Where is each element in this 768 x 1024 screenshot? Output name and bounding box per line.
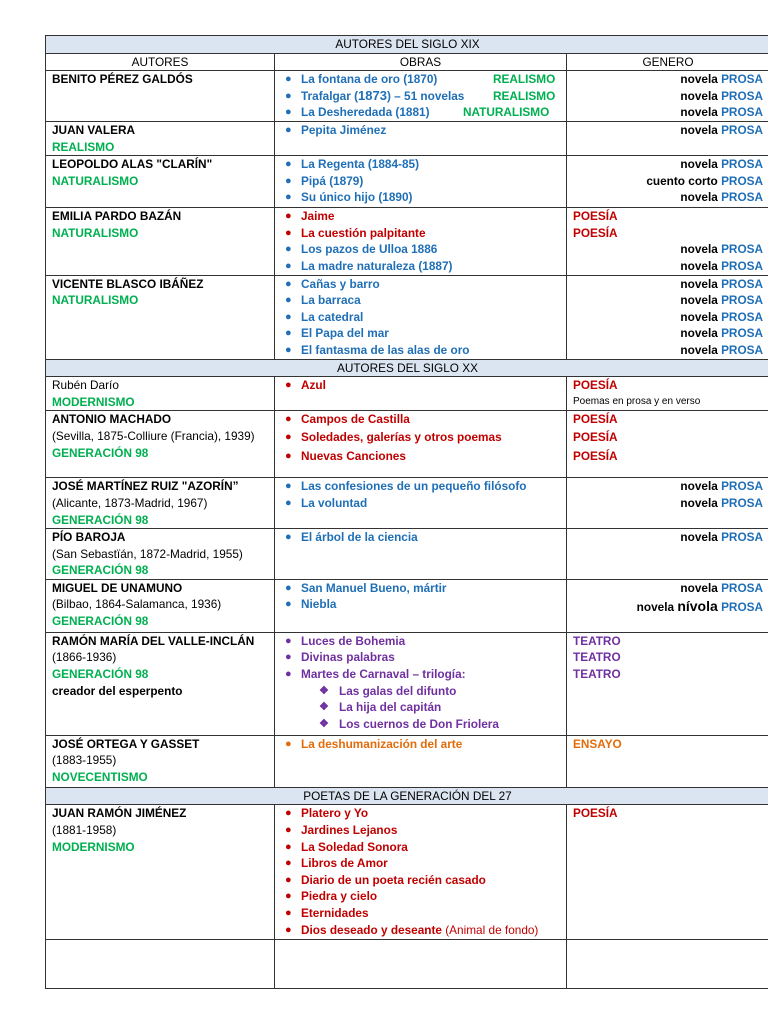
work-item: ● El árbol de la ciencia — [285, 530, 418, 545]
work-item: ● Eternidades — [285, 906, 369, 921]
genre-cell: novela PROSA novela PROSA novela PROSA novela PROSA novela PROSA — [567, 275, 768, 359]
author-note: creador del esperpento — [52, 683, 183, 698]
genre-cell: novela PROSA cuento corto PROSA novela PROSA — [567, 156, 768, 208]
empty-row — [46, 940, 768, 989]
author-name: MIGUEL DE UNAMUNO — [52, 580, 183, 595]
section-title: AUTORES DEL SIGLO XX — [46, 359, 768, 377]
author-movement: GENERACIÓN 98 — [52, 667, 149, 682]
author-bio: (Sevilla, 1875-Colliure (Francia), 1939) — [52, 428, 255, 443]
sub-work-item: ❖ Las galas del difunto — [319, 683, 457, 698]
work-item: ● La Soledad Sonora — [285, 839, 408, 854]
sub-work-item: ❖ La hija del capitán — [319, 700, 442, 715]
author-row — [46, 208, 768, 275]
genre-cell: novela PROSA novela PROSA novela PROSA — [567, 71, 768, 122]
author-movement: GENERACIÓN 98 — [52, 512, 149, 527]
author-movement: NATURALISMO — [52, 173, 139, 188]
section-title: POETAS DE LA GENERACIÓN DEL 27 — [46, 787, 768, 805]
works-cell — [275, 735, 567, 787]
genre-cell: POESÍA Poemas en prosa y en verso — [567, 377, 768, 411]
genre-cell: POESÍA — [567, 805, 768, 940]
author-row — [46, 805, 768, 940]
work-item: ● Jardines Lejanos — [285, 823, 398, 838]
work-item: ● Trafalgar (1873) – 51 novelas REALISMO — [285, 87, 556, 103]
author-bio: (Alicante, 1873-Madrid, 1967) — [52, 495, 208, 510]
empty-cell — [567, 940, 768, 989]
author-row — [46, 478, 768, 529]
works-cell — [275, 377, 567, 411]
works-cell — [275, 121, 567, 155]
author-name: BENITO PÉREZ GALDÓS — [52, 72, 193, 87]
works-cell — [275, 805, 567, 940]
work-item: ● La catedral — [285, 309, 364, 324]
work-item: ● Nuevas Canciones — [285, 448, 406, 463]
work-item: ● La deshumanización del arte — [285, 736, 463, 751]
author-movement: MODERNISMO — [52, 839, 135, 854]
author-cell — [46, 411, 275, 478]
author-movement: REALISMO — [52, 139, 115, 154]
author-cell — [46, 805, 275, 940]
works-cell — [275, 411, 567, 478]
header-autores: AUTORES — [46, 53, 275, 71]
works-cell — [275, 529, 567, 580]
header-obras: OBRAS — [275, 53, 567, 71]
work-item: ● Diario de un poeta recién casado — [285, 872, 486, 887]
empty-cell — [275, 940, 567, 989]
author-cell — [46, 208, 275, 275]
author-cell — [46, 478, 275, 529]
author-name: VICENTE BLASCO IBÁÑEZ — [52, 276, 204, 291]
works-cell — [275, 579, 567, 632]
work-item: ● La madre naturaleza (1887) — [285, 258, 453, 273]
work-item: ● Soledades, galerías y otros poemas — [285, 429, 502, 444]
author-name: JOSÉ ORTEGA Y GASSET — [52, 736, 200, 751]
work-item: ● Luces de Bohemia — [285, 633, 406, 648]
work-item: ● El fantasma de las alas de oro — [285, 342, 470, 357]
works-cell — [275, 275, 567, 359]
author-name: JUAN VALERA — [52, 122, 136, 137]
author-movement: GENERACIÓN 98 — [52, 563, 149, 578]
author-row — [46, 275, 768, 359]
sub-work-item: ❖ Los cuernos de Don Friolera — [319, 716, 499, 731]
author-cell — [46, 579, 275, 632]
work-item: ● La fontana de oro (1870) REALISMO — [285, 72, 556, 87]
empty-cell — [46, 940, 275, 989]
genre-cell: novela PROSA — [567, 121, 768, 155]
genre-cell: TEATRO TEATRO TEATRO — [567, 632, 768, 735]
author-movement: NATURALISMO — [52, 293, 139, 308]
work-item: ● Azul — [285, 378, 326, 393]
work-item: ● Piedra y cielo — [285, 889, 378, 904]
work-item: ● La barraca — [285, 293, 361, 308]
author-cell — [46, 275, 275, 359]
work-item: ● La voluntad — [285, 495, 368, 510]
author-movement: NOVECENTISMO — [52, 770, 148, 785]
author-row — [46, 735, 768, 787]
genre-cell: POESÍA POESÍA novela PROSA novela PROSA — [567, 208, 768, 275]
section-row — [46, 359, 768, 377]
author-cell — [46, 377, 275, 411]
work-item: ● San Manuel Bueno, mártir — [285, 580, 447, 595]
author-bio: (1866-1936) — [52, 650, 117, 665]
author-cell — [46, 632, 275, 735]
author-name: RAMÓN MARÍA DEL VALLE-INCLÁN — [52, 633, 255, 648]
author-name: JOSÉ MARTÍNEZ RUIZ "AZORÍN” — [52, 479, 239, 494]
author-movement: MODERNISMO — [52, 394, 135, 409]
author-row — [46, 156, 768, 208]
author-cell — [46, 121, 275, 155]
author-movement: GENERACIÓN 98 — [52, 445, 149, 460]
works-cell — [275, 208, 567, 275]
work-item: ● La Regenta (1884-85) — [285, 157, 420, 172]
author-row — [46, 632, 768, 735]
author-name: LEOPOLDO ALAS "CLARÍN" — [52, 157, 213, 172]
work-item: ● Libros de Amor — [285, 856, 388, 871]
work-item: ● Jaime — [285, 209, 335, 224]
work-item: ● Cañas y barro — [285, 276, 380, 291]
work-item: ● Los pazos de Ulloa 1886 — [285, 242, 438, 257]
author-name: JUAN RAMÓN JIMÉNEZ — [52, 806, 187, 821]
author-movement: NATURALISMO — [52, 225, 139, 240]
section-title: AUTORES DEL SIGLO XIX — [46, 36, 768, 54]
work-item: ● La Desheredada (1881) NATURALISMO — [285, 105, 550, 120]
author-cell — [46, 71, 275, 122]
author-row — [46, 529, 768, 580]
author-bio: (Bilbao, 1864-Salamanca, 1936) — [52, 597, 222, 612]
work-item: ● Dios deseado y deseante (Animal de fondo) — [285, 922, 539, 937]
authors-table — [45, 35, 768, 989]
work-item: ● Niebla — [285, 597, 337, 612]
header-row — [46, 53, 768, 71]
section-row — [46, 36, 768, 54]
works-cell — [275, 632, 567, 735]
works-cell — [275, 478, 567, 529]
work-item: ● Pipá (1879) — [285, 173, 364, 188]
author-cell — [46, 156, 275, 208]
genre-cell: ENSAYO — [567, 735, 768, 787]
author-cell — [46, 735, 275, 787]
genre-cell: POESÍA POESÍA POESÍA — [567, 411, 768, 478]
author-row — [46, 411, 768, 478]
header-genero: GENERO — [567, 53, 768, 71]
works-cell — [275, 71, 567, 122]
author-bio: (1881-1958) — [52, 823, 117, 838]
author-cell — [46, 529, 275, 580]
work-item: ● Su único hijo (1890) — [285, 190, 413, 205]
work-item: ● Las confesiones de un pequeño filósofo — [285, 479, 527, 494]
section-row — [46, 787, 768, 805]
work-item: ● Pepita Jiménez — [285, 122, 387, 137]
works-cell — [275, 156, 567, 208]
work-item: ● Platero y Yo — [285, 806, 369, 821]
work-item: ● Martes de Carnaval – trilogía: — [285, 667, 466, 682]
work-item: ● El Papa del mar — [285, 326, 389, 341]
author-name: Rubén Darío — [52, 378, 119, 393]
genre-cell: novela PROSA novela PROSA — [567, 478, 768, 529]
work-item: ● Divinas palabras — [285, 650, 395, 665]
author-row — [46, 377, 768, 411]
author-row — [46, 71, 768, 122]
author-row — [46, 579, 768, 632]
author-row — [46, 121, 768, 155]
author-bio: (1883-1955) — [52, 753, 117, 768]
genre-cell: novela PROSA novela nívola PROSA — [567, 579, 768, 632]
work-item: ● Campos de Castilla — [285, 412, 410, 427]
author-name: EMILIA PARDO BAZÁN — [52, 209, 182, 224]
author-bio: (San Sebastïán, 1872-Madrid, 1955) — [52, 546, 243, 561]
genre-note: Poemas en prosa y en verso — [573, 395, 701, 407]
genre-cell: novela PROSA — [567, 529, 768, 580]
work-item: ● La cuestión palpitante — [285, 225, 426, 240]
author-name: ANTONIO MACHADO — [52, 412, 172, 427]
author-name: PÍO BAROJA — [52, 530, 126, 545]
author-movement: GENERACIÓN 98 — [52, 614, 149, 629]
